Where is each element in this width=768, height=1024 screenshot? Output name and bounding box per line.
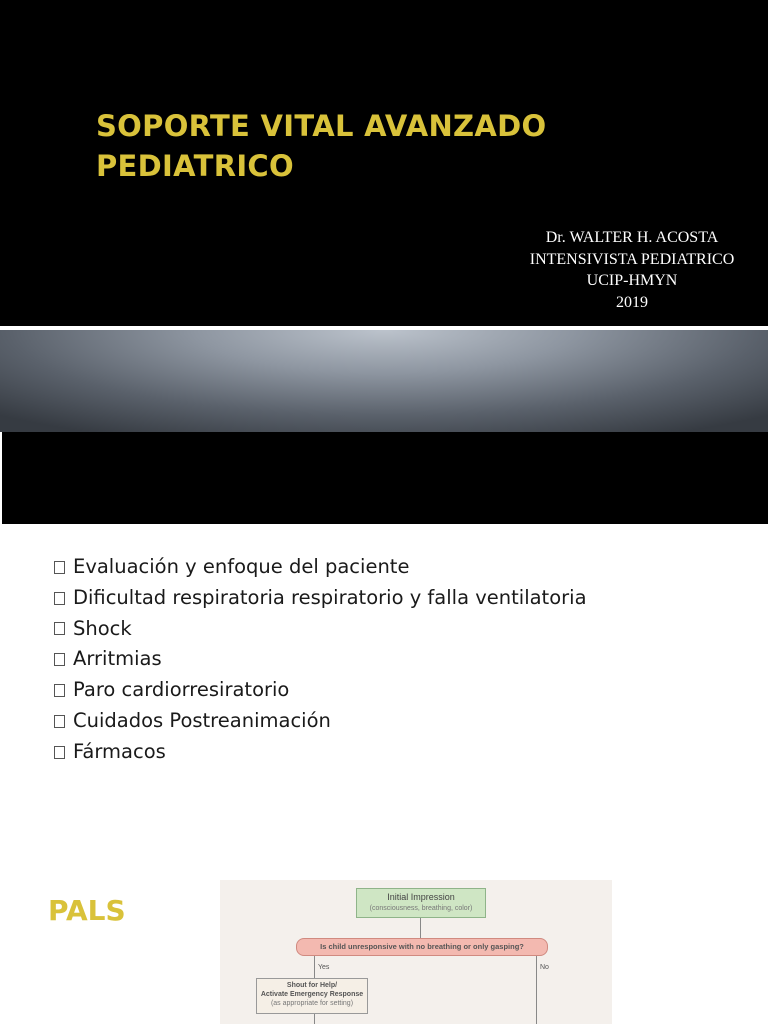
- list-item: Cuidados Postreanimación: [54, 706, 587, 737]
- connector-line: [314, 1014, 315, 1024]
- list-item: Dificultad respiratoria respiratorio y falla ventilatoria: [54, 583, 587, 614]
- list-item: Arritmias: [54, 644, 587, 675]
- bullet-box-icon: [54, 561, 65, 574]
- title-line-2: PEDIATRICO: [96, 149, 294, 183]
- slide-title: [96, 106, 546, 186]
- unresponsive-question-box: Is child unresponsive with no breathing or only gasping?: [296, 938, 548, 956]
- bullet-box-icon: [54, 746, 65, 759]
- connector-line: [314, 956, 315, 978]
- list-item: Fármacos: [54, 737, 587, 768]
- bullet-box-icon: [54, 684, 65, 697]
- yes-label: Yes: [318, 964, 330, 971]
- title-slide: [0, 0, 768, 330]
- initial-impression-box: Initial Impression (consciousness, breathing, color): [356, 888, 486, 918]
- pals-flowchart-image: [220, 880, 612, 1024]
- author-block: [512, 227, 752, 313]
- author-name: Dr. WALTER H. ACOSTA: [545, 229, 719, 246]
- slide2-gradient-header: [0, 330, 768, 432]
- connector-line: [420, 918, 421, 938]
- bullet-box-icon: [54, 653, 65, 666]
- author-role: INTENSIVISTA PEDIATRICO: [529, 250, 735, 268]
- pals-topic-list: [54, 552, 587, 768]
- title-line-1: SOPORTE VITAL AVANZADO: [96, 109, 547, 143]
- connector-line: [536, 956, 537, 1024]
- author-unit: UCIP-HMYN: [586, 272, 678, 289]
- list-item: Evaluación y enfoque del paciente: [54, 552, 587, 583]
- no-label: No: [540, 964, 549, 971]
- bullet-box-icon: [54, 622, 65, 635]
- slide2-heading: PALS: [48, 894, 126, 927]
- bullet-box-icon: [54, 592, 65, 605]
- bullet-box-icon: [54, 715, 65, 728]
- author-year: 2019: [616, 293, 648, 311]
- list-item: Shock: [54, 614, 587, 645]
- shout-for-help-box: Shout for Help/ Activate Emergency Response (as appropriate for setting): [256, 978, 368, 1014]
- list-item: Paro cardiorresiratorio: [54, 675, 587, 706]
